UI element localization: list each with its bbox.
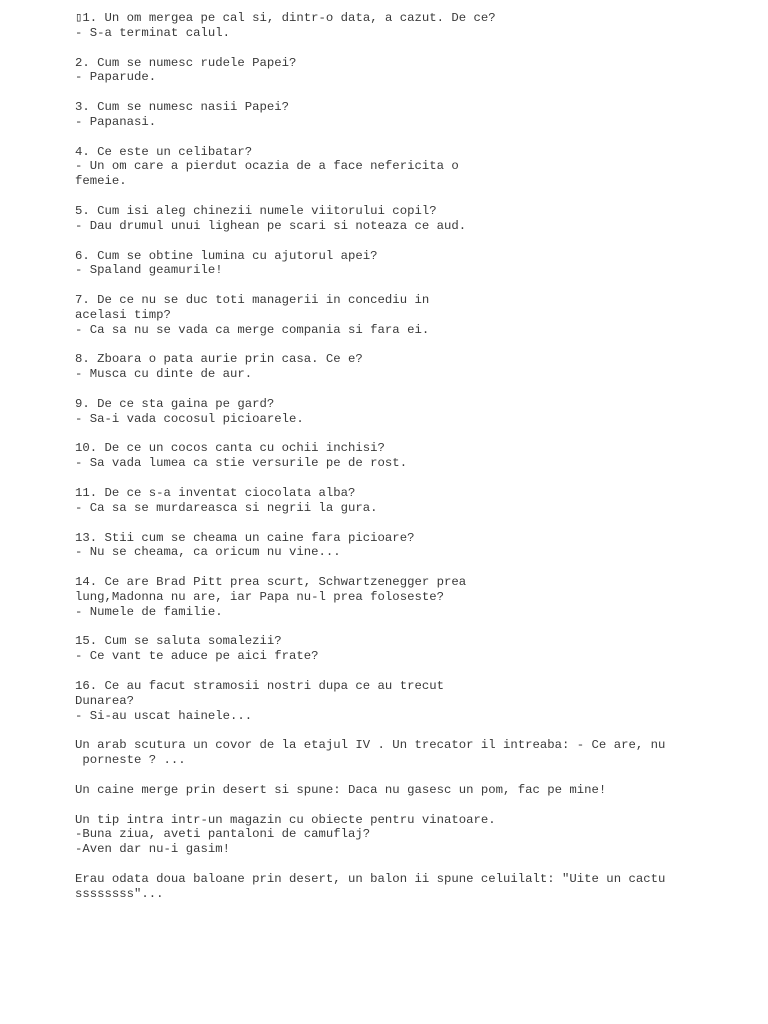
text-line: - Papanasi.	[75, 114, 157, 129]
joke-block-9	[75, 397, 735, 427]
joke-block-15	[75, 634, 735, 664]
text-line: - Nu se cheama, ca oricum nu vine...	[75, 545, 341, 560]
text-line: - Ce vant te aduce pe aici frate?	[75, 649, 319, 664]
text-line: Dunarea?	[75, 693, 135, 708]
text-line: Un arab scutura un covor de la etajul IV . Un trecator il intreaba: - Ce are, nu	[75, 738, 666, 753]
joke-block-4	[75, 145, 735, 190]
text-line: - Ca sa nu se vada ca merge compania si fara ei.	[75, 322, 430, 337]
text-line: ssssssss"...	[75, 886, 164, 901]
document-page	[75, 11, 735, 916]
text-line: -Buna ziua, aveti pantaloni de camuflaj?	[75, 827, 371, 842]
text-line: 3. Cum se numesc nasii Papei?	[75, 100, 290, 115]
text-line: 8. Zboara o pata aurie prin casa. Ce e?	[75, 352, 363, 367]
joke-block-13	[75, 531, 735, 561]
text-line: - Dau drumul unui lighean pe scari si noteaza ce aud.	[75, 218, 467, 233]
text-line: 15. Cum se saluta somalezii?	[75, 634, 282, 649]
joke-balloons	[75, 872, 735, 902]
text-line: acelasi timp?	[75, 307, 171, 322]
text-line: 7. De ce nu se duc toti managerii in concediu in	[75, 293, 430, 308]
text-line: Un tip intra intr-un magazin cu obiecte pentru vinatoare.	[75, 812, 496, 827]
text-line: 6. Cum se obtine lumina cu ajutorul apei?	[75, 248, 378, 263]
joke-block-8	[75, 352, 735, 382]
text-line: ▯1. Un om mergea pe cal si, dintr-o data, a cazut. De ce?	[75, 11, 496, 25]
text-line: 2. Cum se numesc rudele Papei?	[75, 55, 297, 70]
text-line: 4. Ce este un celibatar?	[75, 144, 253, 159]
joke-camouflage	[75, 813, 735, 858]
text-line: - Musca cu dinte de aur.	[75, 367, 253, 382]
text-line: - Paparude.	[75, 70, 157, 85]
joke-block-16	[75, 679, 735, 724]
text-line: lung,Madonna nu are, iar Papa nu-l prea foloseste?	[75, 589, 444, 604]
joke-block-5	[75, 204, 735, 234]
text-line: femeie.	[75, 174, 127, 189]
text-line: - Ca sa se murdareasca si negrii la gura.	[75, 500, 378, 515]
text-line: 5. Cum isi aleg chinezii numele viitorului copil?	[75, 203, 437, 218]
text-line: Un caine merge prin desert si spune: Daca nu gasesc un pom, fac pe mine!	[75, 782, 607, 797]
text-line: Erau odata doua baloane prin desert, un balon ii spune celuilalt: "Uite un cactu	[75, 871, 666, 886]
joke-arab-carpet	[75, 738, 735, 768]
joke-block-1	[75, 11, 735, 41]
joke-dog-desert	[75, 783, 735, 798]
joke-block-11	[75, 486, 735, 516]
text-line: -Aven dar nu-i gasim!	[75, 842, 230, 857]
joke-block-7	[75, 293, 735, 338]
text-line: - Si-au uscat hainele...	[75, 708, 253, 723]
text-line: - Numele de familie.	[75, 604, 223, 619]
text-line: - Sa-i vada cocosul picioarele.	[75, 411, 304, 426]
text-line: - Sa vada lumea ca stie versurile pe de rost.	[75, 456, 408, 471]
joke-block-3	[75, 100, 735, 130]
joke-block-2	[75, 56, 735, 86]
text-line: porneste ? ...	[75, 753, 186, 768]
joke-block-14	[75, 575, 735, 620]
text-line: 14. Ce are Brad Pitt prea scurt, Schwartzenegger prea	[75, 575, 467, 590]
joke-block-6	[75, 249, 735, 279]
text-line: 11. De ce s-a inventat ciocolata alba?	[75, 486, 356, 500]
text-line: 16. Ce au facut stramosii nostri dupa ce au trecut	[75, 678, 444, 693]
text-line: - Un om care a pierdut ocazia de a face nefericita o	[75, 159, 459, 174]
text-line: 10. De ce un cocos canta cu ochii inchisi?	[75, 441, 385, 456]
joke-block-10	[75, 441, 735, 471]
text-line: 13. Stii cum se cheama un caine fara picioare?	[75, 530, 415, 545]
text-line: - Spaland geamurile!	[75, 263, 223, 278]
text-line: 9. De ce sta gaina pe gard?	[75, 396, 275, 411]
text-line: - S-a terminat calul.	[75, 25, 230, 40]
